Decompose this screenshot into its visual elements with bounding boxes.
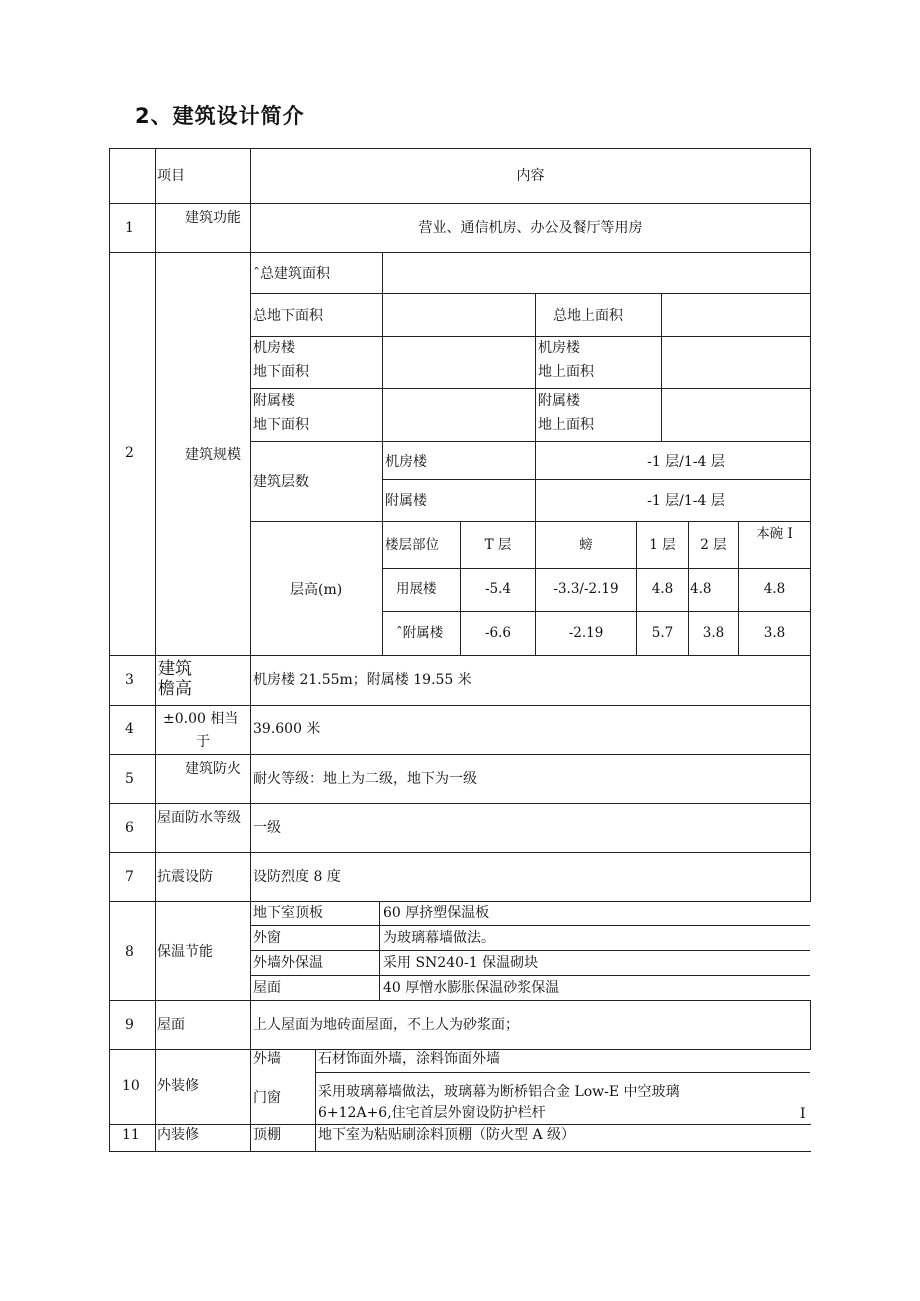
row-content: 一级 <box>253 820 281 836</box>
row-content: 39.600 米 <box>253 721 321 737</box>
height-row-cell: -5.4 <box>484 581 512 597</box>
height-row-cell: -2.19 <box>568 625 604 641</box>
height-row-cell: -3.3/-2.19 <box>553 581 619 597</box>
machine-underground-label: 机房楼 <box>253 340 295 356</box>
rule <box>315 1049 316 1152</box>
machine-underground-label: 地下面积 <box>253 364 309 380</box>
insulation-key: 地下室顶板 <box>253 905 323 921</box>
header-content: 内容 <box>516 168 545 184</box>
height-header-cell: 螃 <box>579 537 593 553</box>
row-number: 5 <box>125 771 134 787</box>
height-header-cell: 1 层 <box>649 537 676 553</box>
rule <box>109 803 811 804</box>
height-row-cell: 5.7 <box>651 625 674 641</box>
rule <box>109 655 811 656</box>
rule <box>250 336 810 337</box>
rule <box>250 388 810 389</box>
rule <box>109 148 110 1152</box>
insulation-key: 外墙外保温 <box>253 955 323 971</box>
row-content: 上人屋面为地砖面屋面，不上人为砂浆面； <box>253 1017 519 1033</box>
rule <box>109 203 811 204</box>
row-item: 外装修 <box>157 1078 199 1094</box>
height-row-cell: 4.8 <box>690 581 712 597</box>
floors-annex-label: 附属楼 <box>385 493 427 509</box>
insulation-value: 为玻璃幕墙做法。 <box>383 930 495 946</box>
rule <box>535 293 536 441</box>
rule <box>250 521 810 522</box>
row-content: 设防烈度 8 度 <box>253 869 341 885</box>
rule <box>109 148 811 149</box>
rule <box>382 568 810 569</box>
row-item: 内装修 <box>157 1127 199 1143</box>
rule <box>250 293 810 294</box>
machine-aboveground-label: 机房楼 <box>538 340 580 356</box>
page-title: 2、建筑设计简介 <box>135 104 305 128</box>
floors-machine-value: -1 层/1-4 层 <box>647 454 725 470</box>
insulation-value: 40 厚憎水膨胀保温砂浆保温 <box>383 980 560 996</box>
insulation-value: 采用 SN240-1 保温砌块 <box>383 955 539 971</box>
machine-aboveground-label: 地上面积 <box>538 364 594 380</box>
storey-height-label: 层高(m) <box>290 582 343 598</box>
rule <box>382 479 810 480</box>
height-header-cell: 楼层部位 <box>385 537 439 553</box>
row-number: 7 <box>125 869 134 885</box>
window-mark: I <box>800 1106 806 1122</box>
rule <box>810 1000 811 1049</box>
row-item: 建筑 <box>158 659 192 679</box>
floors-label: 建筑层数 <box>253 474 309 490</box>
rule <box>109 1151 811 1152</box>
total-aboveground-label: 总地上面积 <box>553 308 623 324</box>
interior-value: 地下室为粘贴刷涂料顶棚（防火型 A 级） <box>318 1127 576 1143</box>
insulation-key: 屋面 <box>253 980 281 996</box>
rule <box>382 252 383 655</box>
rule <box>250 925 810 926</box>
total-area-label: ˆ总建筑面积 <box>253 266 330 282</box>
window-value: 6+12A+6,住宅首层外窗设防护栏杆 <box>318 1105 546 1121</box>
row-number: 1 <box>125 220 134 236</box>
rule <box>382 611 810 612</box>
row-item: 保温节能 <box>157 944 213 960</box>
row-item: 抗震设防 <box>157 869 213 885</box>
row-item: 建筑规模 <box>185 447 241 463</box>
insulation-key: 外窗 <box>253 930 281 946</box>
row-number: 2 <box>125 445 134 461</box>
height-row-cell: 3.8 <box>702 625 725 641</box>
exterior-wall-key: 外墙 <box>253 1051 281 1067</box>
exterior-wall-value: 石材饰面外墙，涂料饰面外墙 <box>318 1051 500 1067</box>
row-content: 耐火等级：地上为二级，地下为一级 <box>253 771 477 787</box>
total-underground-label: 总地下面积 <box>253 308 323 324</box>
rule <box>810 148 811 901</box>
height-row-cell: 3.8 <box>763 625 786 641</box>
row-item: 于 <box>196 734 210 750</box>
rule <box>315 1072 810 1073</box>
height-row-cell: 用展楼 <box>396 581 437 597</box>
row-number: 3 <box>125 672 134 688</box>
annex-aboveground-label: 地上面积 <box>538 417 594 433</box>
rule <box>535 441 536 521</box>
height-row-cell: ˆ附属楼 <box>396 625 444 641</box>
annex-underground-label: 地下面积 <box>253 417 309 433</box>
floors-machine-label: 机房楼 <box>385 454 427 470</box>
rule <box>109 754 811 755</box>
rule <box>661 293 662 441</box>
row-item: ±0.00 相当 <box>163 711 239 727</box>
header-item: 项目 <box>157 168 185 184</box>
row-item: 屋面 <box>157 1017 185 1033</box>
row-content: 机房楼 21.55m；附属楼 19.55 米 <box>253 672 472 688</box>
height-row-cell: -6.6 <box>484 625 512 641</box>
row-item: 檐高 <box>158 679 192 699</box>
window-value: 采用玻璃幕墙做法，玻璃幕为断桥铝合金 Low-E 中空玻璃 <box>318 1084 680 1100</box>
height-row-cell: 4.8 <box>763 581 786 597</box>
row-item: 屋面防水等级 <box>157 810 241 826</box>
height-header-cell: T 层 <box>484 537 512 553</box>
row-number: 10 <box>122 1078 140 1094</box>
rule <box>109 1000 811 1001</box>
row-number: 6 <box>125 820 134 836</box>
height-row-cell: 4.8 <box>651 581 674 597</box>
height-header-cell: 2 层 <box>700 537 727 553</box>
row-content: 营业、通信机房、办公及餐厅等用房 <box>418 220 643 236</box>
rule <box>109 252 811 253</box>
row-item: 建筑功能 <box>185 210 241 226</box>
row-number: 4 <box>125 721 134 737</box>
row-number: 8 <box>125 944 134 960</box>
rule <box>109 852 811 853</box>
interior-key: 顶棚 <box>253 1127 281 1143</box>
rule <box>250 148 251 1152</box>
window-key: 门窗 <box>253 1090 281 1106</box>
row-number: 11 <box>122 1127 140 1143</box>
annex-underground-label: 附属楼 <box>253 393 295 409</box>
rule <box>155 148 156 1152</box>
row-item: 建筑防火 <box>185 761 241 777</box>
rule <box>250 441 810 442</box>
rule <box>109 705 811 706</box>
floors-annex-value: -1 层/1-4 层 <box>647 493 725 509</box>
row-number: 9 <box>125 1017 134 1033</box>
rule <box>379 901 380 1000</box>
annex-aboveground-label: 附属楼 <box>538 393 580 409</box>
height-header-cell: 本碗 I <box>756 526 793 542</box>
insulation-value: 60 厚挤塑保温板 <box>383 905 490 921</box>
